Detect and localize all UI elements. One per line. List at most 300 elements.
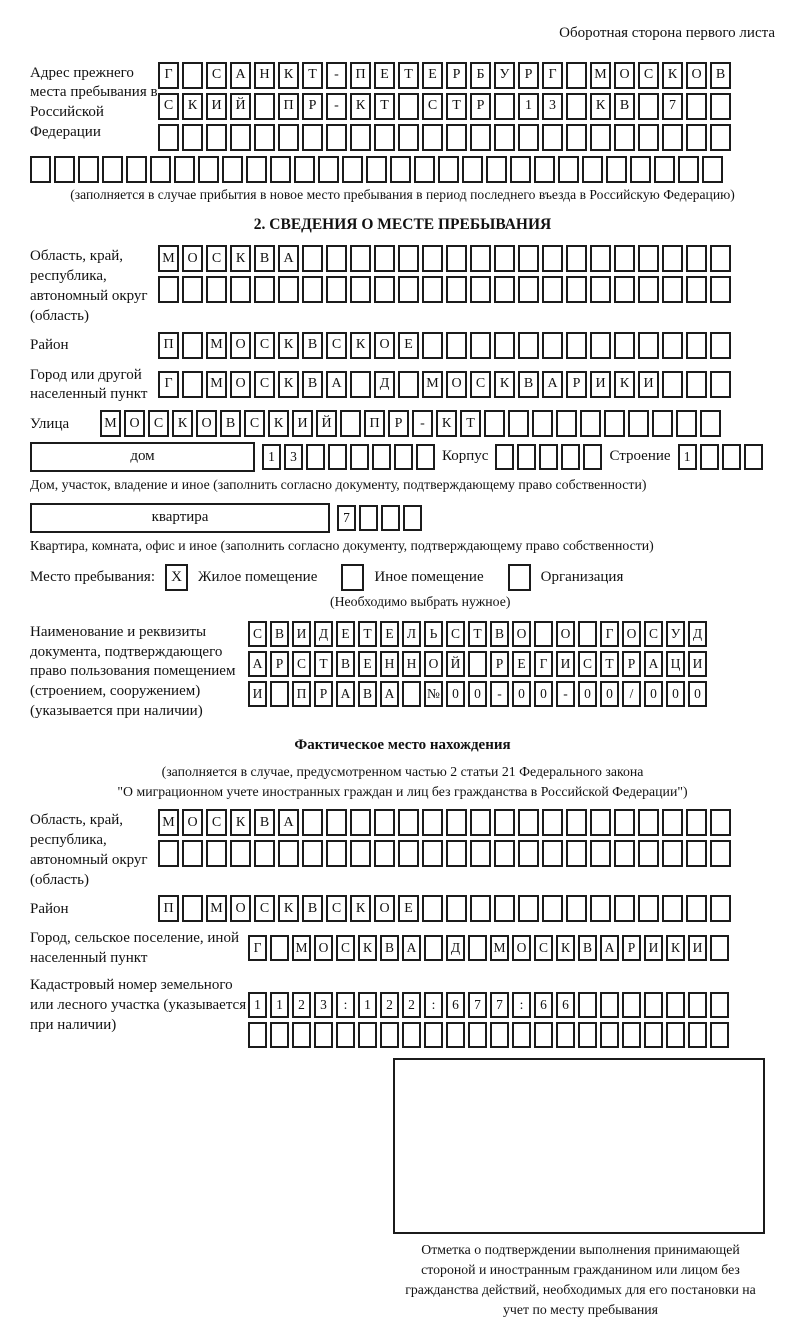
char-cell[interactable] <box>326 276 347 303</box>
char-cell[interactable] <box>462 156 483 183</box>
char-cell[interactable]: К <box>278 895 299 922</box>
char-cell[interactable] <box>542 840 563 867</box>
char-cell[interactable] <box>206 276 227 303</box>
char-cell[interactable] <box>278 124 299 151</box>
char-cell[interactable] <box>416 444 435 470</box>
char-cell[interactable]: А <box>230 62 251 89</box>
char-cell[interactable]: О <box>230 371 251 398</box>
char-cell[interactable] <box>628 410 649 437</box>
char-cell[interactable] <box>254 124 275 151</box>
char-cell[interactable] <box>614 124 635 151</box>
char-cell[interactable]: В <box>336 651 355 677</box>
char-cell[interactable]: К <box>614 371 635 398</box>
char-cell[interactable]: К <box>278 62 299 89</box>
char-cell[interactable]: О <box>374 895 395 922</box>
char-cell[interactable] <box>468 1022 487 1048</box>
char-cell[interactable] <box>614 276 635 303</box>
char-cell[interactable] <box>374 124 395 151</box>
char-cell[interactable] <box>518 276 539 303</box>
char-cell[interactable] <box>246 156 267 183</box>
char-cell[interactable] <box>494 276 515 303</box>
char-cell[interactable] <box>578 621 597 647</box>
char-cell[interactable]: С <box>644 621 663 647</box>
char-cell[interactable] <box>270 1022 289 1048</box>
char-cell[interactable] <box>374 276 395 303</box>
char-cell[interactable]: С <box>326 332 347 359</box>
char-cell[interactable]: А <box>644 651 663 677</box>
char-cell[interactable] <box>686 371 707 398</box>
char-cell[interactable]: К <box>436 410 457 437</box>
char-cell[interactable]: Д <box>446 935 465 961</box>
char-cell[interactable] <box>666 992 685 1018</box>
char-cell[interactable]: И <box>292 621 311 647</box>
char-cell[interactable]: - <box>326 62 347 89</box>
char-cell[interactable] <box>662 371 683 398</box>
char-cell[interactable]: В <box>710 62 731 89</box>
char-cell[interactable]: : <box>424 992 443 1018</box>
char-cell[interactable]: 6 <box>534 992 553 1018</box>
char-cell[interactable]: 1 <box>270 992 289 1018</box>
char-cell[interactable] <box>206 124 227 151</box>
char-cell[interactable]: Е <box>374 62 395 89</box>
char-cell[interactable] <box>638 93 659 120</box>
char-cell[interactable] <box>270 935 289 961</box>
char-cell[interactable] <box>390 156 411 183</box>
char-cell[interactable] <box>422 124 443 151</box>
char-cell[interactable] <box>688 992 707 1018</box>
char-cell[interactable]: В <box>254 245 275 272</box>
char-cell[interactable] <box>182 62 203 89</box>
char-cell[interactable] <box>566 93 587 120</box>
char-cell[interactable] <box>638 332 659 359</box>
char-cell[interactable]: Р <box>566 371 587 398</box>
char-cell[interactable] <box>270 156 291 183</box>
char-cell[interactable]: 0 <box>468 681 487 707</box>
char-cell[interactable]: Р <box>302 93 323 120</box>
char-cell[interactable] <box>470 809 491 836</box>
char-cell[interactable]: К <box>662 62 683 89</box>
char-cell[interactable] <box>614 332 635 359</box>
char-cell[interactable] <box>517 444 536 470</box>
char-cell[interactable] <box>542 895 563 922</box>
char-cell[interactable]: К <box>230 809 251 836</box>
char-cell[interactable] <box>700 410 721 437</box>
char-cell[interactable]: 0 <box>578 681 597 707</box>
char-cell[interactable]: Г <box>534 651 553 677</box>
char-cell[interactable]: П <box>278 93 299 120</box>
char-cell[interactable]: / <box>622 681 641 707</box>
char-cell[interactable] <box>710 276 731 303</box>
char-cell[interactable]: Е <box>398 895 419 922</box>
char-cell[interactable] <box>270 681 289 707</box>
char-cell[interactable] <box>686 93 707 120</box>
char-cell[interactable]: К <box>278 332 299 359</box>
char-cell[interactable] <box>294 156 315 183</box>
char-cell[interactable]: В <box>302 332 323 359</box>
char-cell[interactable] <box>583 444 602 470</box>
char-cell[interactable]: Д <box>688 621 707 647</box>
char-cell[interactable]: № <box>424 681 443 707</box>
char-cell[interactable] <box>126 156 147 183</box>
char-cell[interactable]: 7 <box>468 992 487 1018</box>
char-cell[interactable]: Н <box>254 62 275 89</box>
char-cell[interactable] <box>638 840 659 867</box>
char-cell[interactable] <box>710 1022 729 1048</box>
char-cell[interactable] <box>438 156 459 183</box>
char-cell[interactable]: 6 <box>446 992 465 1018</box>
char-cell[interactable]: 2 <box>292 992 311 1018</box>
char-cell[interactable]: Т <box>374 93 395 120</box>
char-cell[interactable]: И <box>688 651 707 677</box>
char-cell[interactable] <box>182 371 203 398</box>
char-cell[interactable]: С <box>158 93 179 120</box>
char-cell[interactable]: Е <box>336 621 355 647</box>
char-cell[interactable] <box>662 895 683 922</box>
char-cell[interactable]: Т <box>600 651 619 677</box>
char-cell[interactable] <box>446 840 467 867</box>
char-cell[interactable]: Г <box>542 62 563 89</box>
char-cell[interactable]: М <box>206 371 227 398</box>
char-cell[interactable]: 0 <box>446 681 465 707</box>
char-cell[interactable] <box>446 809 467 836</box>
char-cell[interactable]: - <box>490 681 509 707</box>
char-cell[interactable] <box>446 276 467 303</box>
checkbox-organization[interactable] <box>508 564 531 591</box>
char-cell[interactable]: О <box>614 62 635 89</box>
char-cell[interactable] <box>358 1022 377 1048</box>
char-cell[interactable] <box>700 444 719 470</box>
char-cell[interactable]: 3 <box>314 992 333 1018</box>
char-cell[interactable]: М <box>292 935 311 961</box>
char-cell[interactable]: К <box>666 935 685 961</box>
char-cell[interactable]: С <box>206 245 227 272</box>
char-cell[interactable]: О <box>182 245 203 272</box>
char-cell[interactable] <box>662 245 683 272</box>
char-cell[interactable] <box>590 245 611 272</box>
char-cell[interactable] <box>678 156 699 183</box>
char-cell[interactable] <box>470 895 491 922</box>
char-cell[interactable] <box>534 621 553 647</box>
char-cell[interactable] <box>402 1022 421 1048</box>
char-cell[interactable] <box>278 276 299 303</box>
char-cell[interactable]: Г <box>158 371 179 398</box>
char-cell[interactable]: М <box>206 895 227 922</box>
char-cell[interactable] <box>158 124 179 151</box>
char-cell[interactable]: В <box>220 410 241 437</box>
char-cell[interactable]: П <box>350 62 371 89</box>
char-cell[interactable] <box>600 992 619 1018</box>
char-cell[interactable] <box>359 505 378 531</box>
char-cell[interactable] <box>54 156 75 183</box>
char-cell[interactable] <box>292 1022 311 1048</box>
char-cell[interactable] <box>508 410 529 437</box>
char-cell[interactable]: С <box>446 621 465 647</box>
char-cell[interactable] <box>394 444 413 470</box>
char-cell[interactable]: Т <box>314 651 333 677</box>
char-cell[interactable]: М <box>158 245 179 272</box>
char-cell[interactable]: Б <box>470 62 491 89</box>
char-cell[interactable] <box>446 124 467 151</box>
char-cell[interactable]: 0 <box>688 681 707 707</box>
char-cell[interactable] <box>652 410 673 437</box>
char-cell[interactable] <box>518 332 539 359</box>
char-cell[interactable] <box>78 156 99 183</box>
char-cell[interactable] <box>614 809 635 836</box>
char-cell[interactable] <box>350 444 369 470</box>
char-cell[interactable] <box>495 444 514 470</box>
char-cell[interactable] <box>468 935 487 961</box>
char-cell[interactable] <box>230 276 251 303</box>
char-cell[interactable]: С <box>470 371 491 398</box>
char-cell[interactable] <box>326 245 347 272</box>
char-cell[interactable] <box>638 895 659 922</box>
char-cell[interactable] <box>662 332 683 359</box>
char-cell[interactable] <box>350 840 371 867</box>
char-cell[interactable] <box>518 895 539 922</box>
char-cell[interactable] <box>686 332 707 359</box>
char-cell[interactable] <box>710 245 731 272</box>
char-cell[interactable]: И <box>638 371 659 398</box>
char-cell[interactable] <box>534 1022 553 1048</box>
char-cell[interactable]: Т <box>446 93 467 120</box>
char-cell[interactable] <box>302 124 323 151</box>
char-cell[interactable]: 7 <box>337 505 356 531</box>
char-cell[interactable]: В <box>380 935 399 961</box>
char-cell[interactable] <box>446 245 467 272</box>
char-cell[interactable] <box>494 124 515 151</box>
char-cell[interactable] <box>302 245 323 272</box>
char-cell[interactable] <box>606 156 627 183</box>
char-cell[interactable]: М <box>158 809 179 836</box>
char-cell[interactable] <box>254 93 275 120</box>
char-cell[interactable] <box>494 809 515 836</box>
char-cell[interactable]: Е <box>422 62 443 89</box>
char-cell[interactable]: Т <box>398 62 419 89</box>
char-cell[interactable] <box>230 124 251 151</box>
char-cell[interactable] <box>374 840 395 867</box>
char-cell[interactable] <box>590 124 611 151</box>
char-cell[interactable] <box>494 245 515 272</box>
char-cell[interactable]: О <box>622 621 641 647</box>
char-cell[interactable] <box>398 245 419 272</box>
char-cell[interactable]: 3 <box>542 93 563 120</box>
char-cell[interactable] <box>230 840 251 867</box>
char-cell[interactable] <box>254 276 275 303</box>
char-cell[interactable]: А <box>278 809 299 836</box>
char-cell[interactable]: Й <box>230 93 251 120</box>
char-cell[interactable] <box>302 809 323 836</box>
char-cell[interactable] <box>638 124 659 151</box>
char-cell[interactable]: О <box>446 371 467 398</box>
char-cell[interactable]: Р <box>622 935 641 961</box>
char-cell[interactable] <box>494 840 515 867</box>
char-cell[interactable] <box>302 840 323 867</box>
char-cell[interactable] <box>414 156 435 183</box>
char-cell[interactable]: С <box>206 62 227 89</box>
char-cell[interactable] <box>158 276 179 303</box>
char-cell[interactable] <box>614 840 635 867</box>
char-cell[interactable] <box>518 245 539 272</box>
char-cell[interactable] <box>686 840 707 867</box>
char-cell[interactable] <box>561 444 580 470</box>
char-cell[interactable] <box>686 276 707 303</box>
char-cell[interactable] <box>402 681 421 707</box>
char-cell[interactable]: Л <box>402 621 421 647</box>
char-cell[interactable] <box>558 156 579 183</box>
char-cell[interactable]: С <box>534 935 553 961</box>
char-cell[interactable]: С <box>326 895 347 922</box>
char-cell[interactable]: Н <box>402 651 421 677</box>
char-cell[interactable] <box>662 809 683 836</box>
char-cell[interactable]: Р <box>446 62 467 89</box>
char-cell[interactable]: А <box>542 371 563 398</box>
char-cell[interactable]: А <box>248 651 267 677</box>
char-cell[interactable]: Ц <box>666 651 685 677</box>
char-cell[interactable]: О <box>424 651 443 677</box>
char-cell[interactable] <box>422 895 443 922</box>
char-cell[interactable]: Т <box>358 621 377 647</box>
char-cell[interactable] <box>374 809 395 836</box>
char-cell[interactable]: К <box>350 895 371 922</box>
char-cell[interactable] <box>702 156 723 183</box>
char-cell[interactable]: Т <box>468 621 487 647</box>
char-cell[interactable] <box>710 840 731 867</box>
char-cell[interactable]: С <box>638 62 659 89</box>
char-cell[interactable] <box>566 840 587 867</box>
char-cell[interactable] <box>398 809 419 836</box>
char-cell[interactable]: К <box>590 93 611 120</box>
char-cell[interactable] <box>566 124 587 151</box>
char-cell[interactable]: - <box>412 410 433 437</box>
char-cell[interactable]: М <box>206 332 227 359</box>
char-cell[interactable]: О <box>124 410 145 437</box>
char-cell[interactable]: В <box>490 621 509 647</box>
char-cell[interactable] <box>582 156 603 183</box>
char-cell[interactable] <box>622 992 641 1018</box>
char-cell[interactable]: В <box>302 371 323 398</box>
char-cell[interactable] <box>314 1022 333 1048</box>
char-cell[interactable] <box>470 276 491 303</box>
char-cell[interactable]: О <box>512 621 531 647</box>
char-cell[interactable]: 1 <box>518 93 539 120</box>
char-cell[interactable] <box>590 840 611 867</box>
char-cell[interactable] <box>556 410 577 437</box>
char-cell[interactable]: И <box>556 651 575 677</box>
char-cell[interactable] <box>350 371 371 398</box>
char-cell[interactable] <box>398 840 419 867</box>
char-cell[interactable] <box>662 276 683 303</box>
char-cell[interactable] <box>486 156 507 183</box>
char-cell[interactable] <box>374 245 395 272</box>
char-cell[interactable] <box>422 332 443 359</box>
char-cell[interactable] <box>494 895 515 922</box>
char-cell[interactable]: 0 <box>534 681 553 707</box>
char-cell[interactable] <box>326 809 347 836</box>
char-cell[interactable] <box>424 1022 443 1048</box>
char-cell[interactable]: А <box>336 681 355 707</box>
char-cell[interactable] <box>372 444 391 470</box>
char-cell[interactable] <box>318 156 339 183</box>
char-cell[interactable] <box>666 1022 685 1048</box>
char-cell[interactable] <box>686 245 707 272</box>
char-cell[interactable] <box>710 935 729 961</box>
char-cell[interactable] <box>566 62 587 89</box>
char-cell[interactable] <box>644 992 663 1018</box>
char-cell[interactable]: П <box>158 895 179 922</box>
char-cell[interactable] <box>580 410 601 437</box>
char-cell[interactable]: Д <box>314 621 333 647</box>
char-cell[interactable] <box>578 1022 597 1048</box>
char-cell[interactable]: А <box>402 935 421 961</box>
char-cell[interactable] <box>182 124 203 151</box>
char-cell[interactable]: В <box>302 895 323 922</box>
char-cell[interactable] <box>306 444 325 470</box>
char-cell[interactable] <box>422 840 443 867</box>
char-cell[interactable]: 1 <box>678 444 697 470</box>
char-cell[interactable] <box>532 410 553 437</box>
char-cell[interactable]: 0 <box>666 681 685 707</box>
char-cell[interactable] <box>340 410 361 437</box>
char-cell[interactable]: Т <box>302 62 323 89</box>
char-cell[interactable] <box>468 651 487 677</box>
char-cell[interactable]: С <box>336 935 355 961</box>
char-cell[interactable] <box>510 156 531 183</box>
char-cell[interactable] <box>590 332 611 359</box>
char-cell[interactable]: Г <box>248 935 267 961</box>
char-cell[interactable] <box>744 444 763 470</box>
char-cell[interactable]: В <box>578 935 597 961</box>
char-cell[interactable]: И <box>644 935 663 961</box>
char-cell[interactable] <box>398 124 419 151</box>
char-cell[interactable] <box>566 276 587 303</box>
char-cell[interactable]: К <box>278 371 299 398</box>
char-cell[interactable]: С <box>578 651 597 677</box>
char-cell[interactable]: 2 <box>402 992 421 1018</box>
char-cell[interactable]: С <box>254 371 275 398</box>
char-cell[interactable] <box>662 124 683 151</box>
char-cell[interactable]: : <box>512 992 531 1018</box>
checkbox-residential[interactable]: X <box>165 564 188 591</box>
char-cell[interactable]: 3 <box>284 444 303 470</box>
char-cell[interactable] <box>539 444 558 470</box>
char-cell[interactable]: У <box>666 621 685 647</box>
char-cell[interactable] <box>350 276 371 303</box>
char-cell[interactable]: В <box>270 621 289 647</box>
char-cell[interactable]: С <box>244 410 265 437</box>
char-cell[interactable]: С <box>206 809 227 836</box>
char-cell[interactable]: И <box>590 371 611 398</box>
char-cell[interactable] <box>422 276 443 303</box>
char-cell[interactable]: К <box>172 410 193 437</box>
char-cell[interactable] <box>614 895 635 922</box>
char-cell[interactable] <box>398 371 419 398</box>
char-cell[interactable] <box>446 1022 465 1048</box>
char-cell[interactable] <box>470 332 491 359</box>
char-cell[interactable] <box>484 410 505 437</box>
char-cell[interactable]: К <box>268 410 289 437</box>
char-cell[interactable]: 0 <box>512 681 531 707</box>
char-cell[interactable] <box>254 840 275 867</box>
char-cell[interactable]: Р <box>270 651 289 677</box>
char-cell[interactable] <box>566 332 587 359</box>
char-cell[interactable] <box>494 332 515 359</box>
char-cell[interactable]: Г <box>158 62 179 89</box>
char-cell[interactable]: К <box>350 332 371 359</box>
char-cell[interactable]: П <box>292 681 311 707</box>
char-cell[interactable]: С <box>148 410 169 437</box>
char-cell[interactable] <box>381 505 400 531</box>
char-cell[interactable]: 1 <box>248 992 267 1018</box>
